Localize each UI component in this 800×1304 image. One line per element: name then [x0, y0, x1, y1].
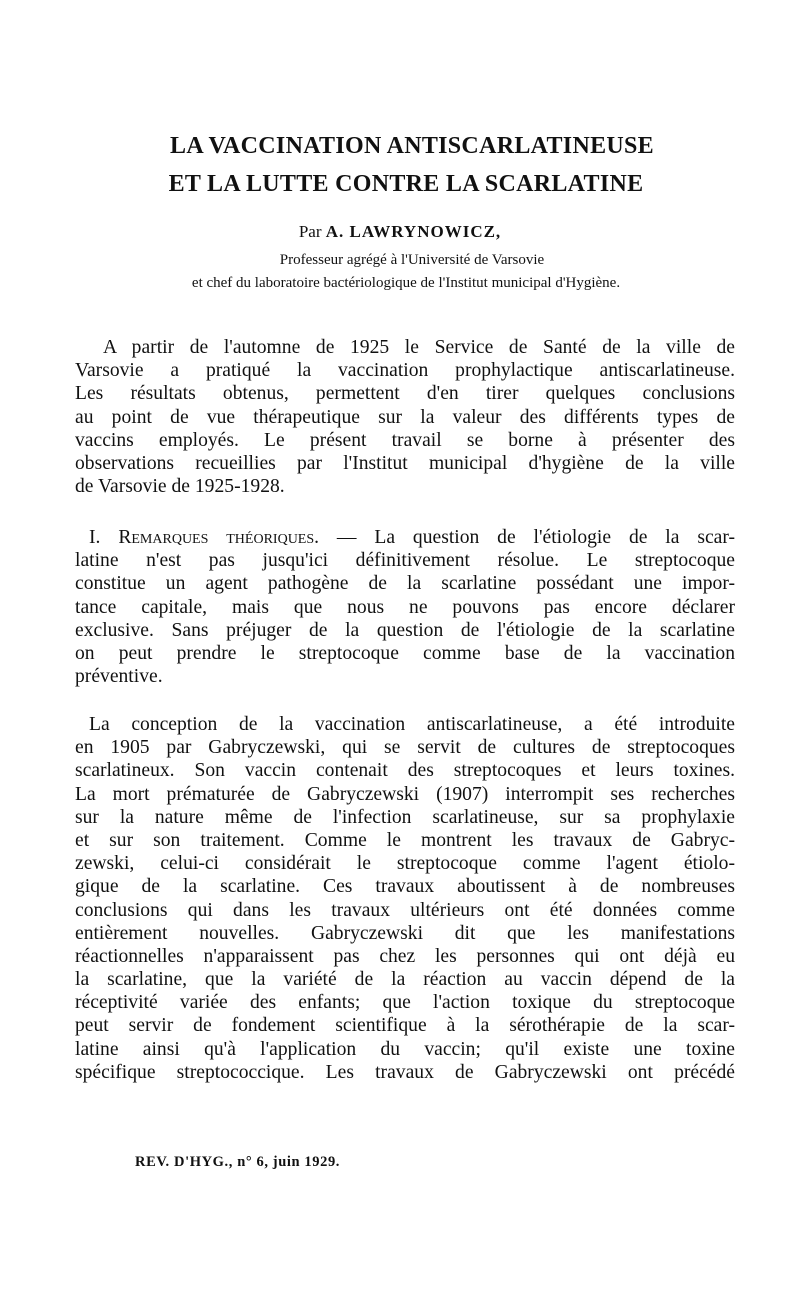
paragraph-line: scarlatineux. Son vaccin contenait des streptocoques et leurs toxines.	[75, 760, 735, 782]
paragraph-line: constitue un agent pathogène de la scarlatine possédant une impor-	[75, 573, 735, 595]
author-name: A. LAWRYNOWICZ,	[325, 222, 502, 241]
paragraph-line: conclusions qui dans les travaux ultérieurs ont été données comme	[75, 899, 735, 921]
section-heading-line	[75, 526, 735, 549]
paragraph-line: au point de vue thérapeutique sur la valeur des différents types de	[75, 406, 735, 428]
paragraph-3	[75, 713, 735, 1084]
paragraph-line: et sur son traitement. Comme le montrent les travaux de Gabryc-	[75, 829, 735, 851]
paragraph-line: latine ainsi qu'à l'application du vaccin; qu'il existe une toxine	[75, 1038, 735, 1060]
paragraph-line: la scarlatine, que la variété de la réaction au vaccin dépend de la	[75, 969, 735, 991]
paragraph-line: gique de la scarlatine. Ces travaux aboutissent à de nombreuses	[75, 876, 735, 898]
journal-footer: REV. D'HYG., n° 6, juin 1929.	[135, 1154, 341, 1170]
paragraph-line: latine n'est pas jusqu'ici définitivement résolue. Le streptocoque	[75, 550, 735, 572]
paragraph-2	[75, 526, 735, 688]
affiliation-line-1: Professeur agrégé à l'Université de Varsovie	[279, 252, 545, 268]
article-title-line-2: ET LA LUTTE CONTRE LA SCARLATINE	[168, 171, 644, 197]
byline	[60, 222, 740, 242]
paragraph-line: en 1905 par Gabryczewski, qui se servit de cultures de streptocoques	[75, 737, 735, 759]
section-number: I.	[89, 527, 101, 548]
paragraph-line: exclusive. Sans préjuger de la question de l'étiologie de la scarlatine	[75, 619, 735, 641]
paragraph-line: préventive.	[75, 666, 163, 688]
paragraph-line: zewski, celui-ci considérait le streptocoque comme l'agent étiolo-	[75, 853, 735, 875]
paragraph-line: sur la nature même de l'infection scarlatineuse, sur sa prophylaxie	[75, 806, 735, 828]
paragraph-line: Les résultats obtenus, permettent d'en tirer quelques conclusions	[75, 383, 735, 405]
paragraph-line: spécifique streptococcique. Les travaux de Gabryczewski ont précédé	[75, 1061, 735, 1083]
section-heading: Remarques théoriques.	[118, 527, 320, 548]
affiliation-line-2: et chef du laboratoire bactériologique de l'Institut municipal d'Hygiène.	[191, 275, 621, 291]
paragraph-line: A partir de l'automne de 1925 le Service de Santé de la ville de	[103, 337, 735, 358]
paragraph-line: La conception de la vaccination antiscarlatineuse, a été introduite	[89, 714, 735, 735]
paragraph-line: La mort prématurée de Gabryczewski (1907) interrompit ses recherches	[75, 783, 735, 805]
paragraph-line: tance capitale, mais que nous ne pouvons pas encore déclarer	[75, 596, 735, 618]
paragraph-line: observations recueillies par l'Institut municipal d'hygiène de la ville	[75, 452, 735, 474]
paragraph-line: réceptivité variée des enfants; que l'action toxique du streptocoque	[75, 992, 735, 1014]
paragraph-line: peut servir de fondement scientifique à la sérothérapie de la scar-	[75, 1015, 735, 1037]
byline-prefix: Par	[298, 222, 322, 241]
paragraph-line: on peut prendre le streptocoque comme base de la vaccination	[75, 642, 735, 664]
paragraph-line: — La question de l'étiologie de la scar-	[319, 527, 735, 548]
paragraph-1	[75, 336, 735, 498]
paragraph-line: entièrement nouvelles. Gabryczewski dit que les manifestations	[75, 922, 735, 944]
paragraph-line: réactionnelles n'apparaissent pas chez les personnes qui ont déjà eu	[75, 945, 735, 967]
paragraph-line: vaccins employés. Le présent travail se borne à présenter des	[75, 429, 735, 451]
paragraph-line: Varsovie a pratiqué la vaccination prophylactique antiscarlatineuse.	[75, 360, 735, 382]
paragraph-line: de Varsovie de 1925-1928.	[75, 476, 285, 498]
article-title-line-1: LA VACCINATION ANTISCARLATINEUSE	[170, 133, 654, 159]
